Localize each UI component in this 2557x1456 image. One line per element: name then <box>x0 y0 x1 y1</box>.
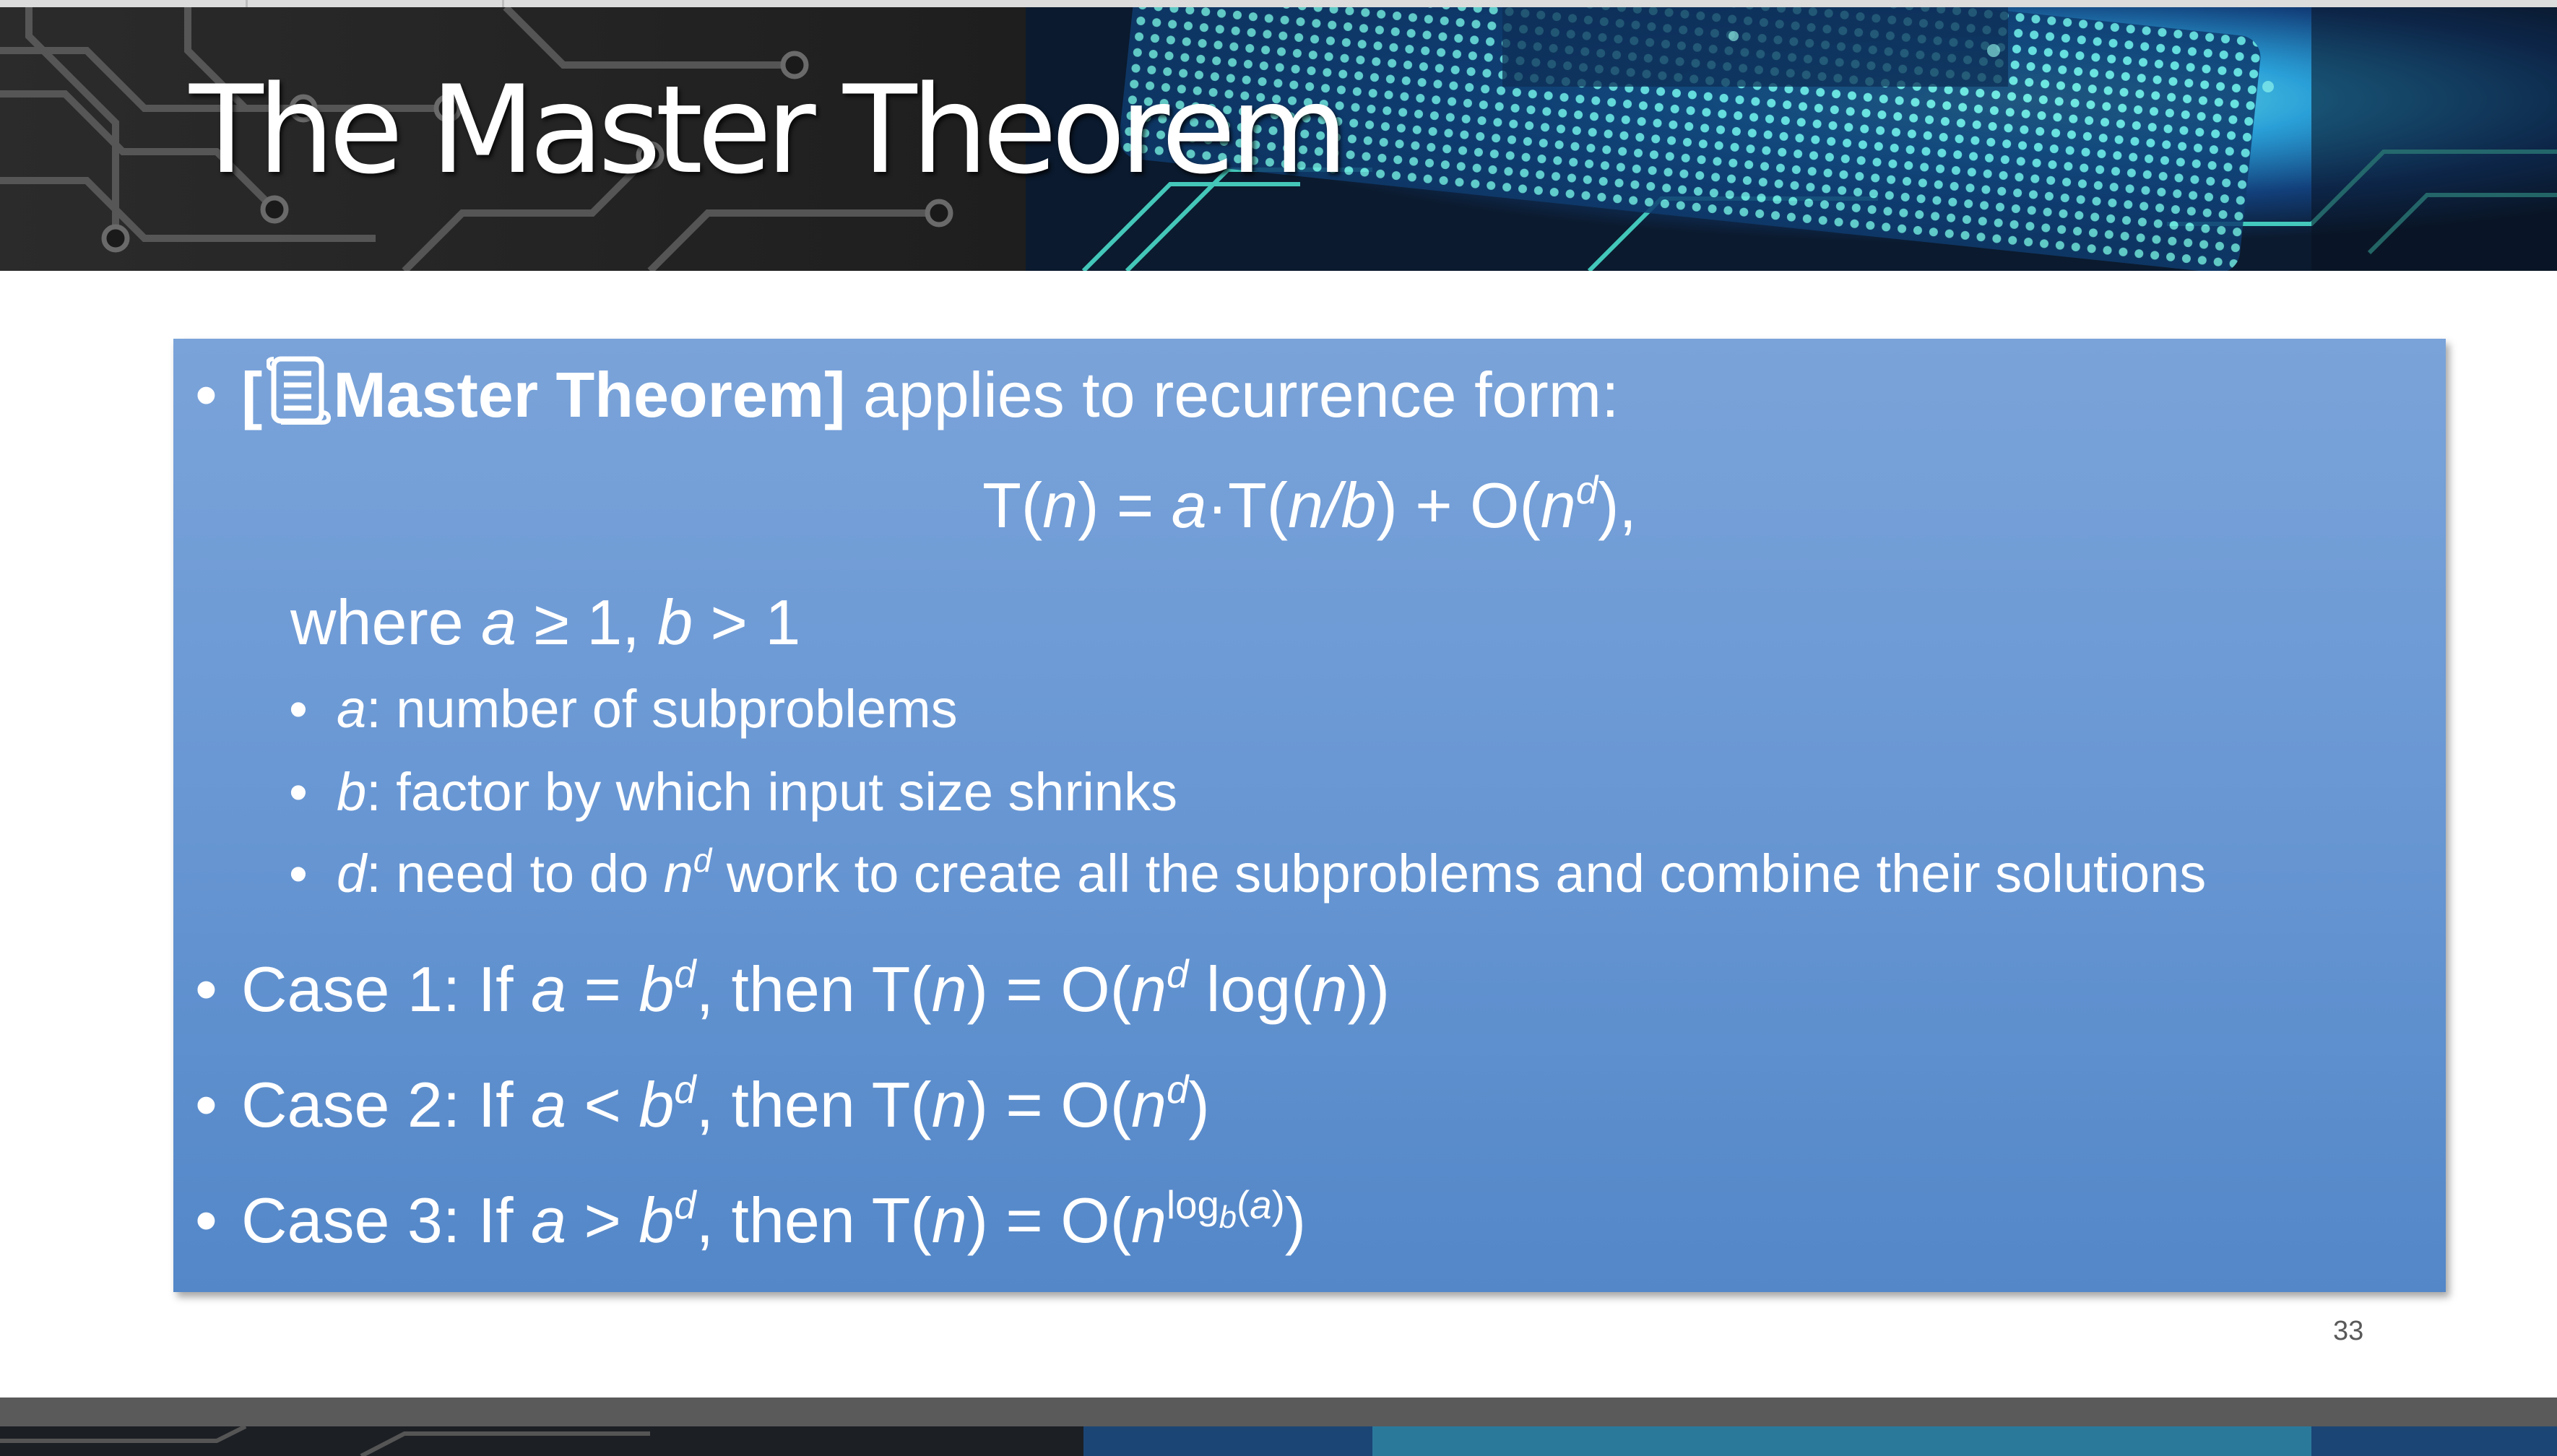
scroll-document-icon <box>267 355 332 427</box>
exponent-arg: a <box>1250 1182 1272 1227</box>
case-exponent: d <box>1166 1067 1189 1112</box>
exponent-paren: ) <box>1271 1182 1285 1227</box>
case-var: a <box>531 1184 567 1256</box>
exponent-log: log <box>1166 1182 1219 1227</box>
formula-part: / <box>1323 469 1341 541</box>
def-text: work to create all the subproblems and combine their solutions <box>711 844 2207 904</box>
circuit-board-image <box>0 1426 2557 1456</box>
case-var: b <box>639 1184 675 1256</box>
case-exponent: d <box>674 1067 696 1112</box>
recurrence-formula <box>173 469 2446 542</box>
where-var: a <box>481 586 517 658</box>
case-var: a <box>531 953 567 1025</box>
def-var: d <box>337 844 367 904</box>
case-exponent: d <box>1166 951 1189 996</box>
bullet-intro <box>195 355 1619 432</box>
case-var: n <box>1131 1184 1167 1256</box>
case-text: , then T( <box>696 1069 932 1140</box>
case-text: ) = O( <box>966 953 1132 1025</box>
window-top-edge <box>0 0 2557 7</box>
case-text: Case 1: If <box>241 953 532 1025</box>
bullet-dot: • <box>195 359 217 430</box>
case-var: n <box>931 1069 967 1140</box>
where-text: ≥ 1, <box>516 586 658 658</box>
case-exponent: d <box>674 1182 696 1227</box>
case-text: )) <box>1347 953 1390 1025</box>
def-exponent: d <box>693 841 712 880</box>
case-var: b <box>639 1069 675 1140</box>
page-number: 33 <box>2333 1316 2364 1346</box>
def-text: : need to do <box>366 844 664 904</box>
case-text: ) <box>1284 1184 1307 1256</box>
formula-part: ), <box>1598 469 1637 541</box>
content-box <box>173 339 2446 1292</box>
case-text: Case 3: If <box>241 1184 532 1256</box>
intro-rest: applies to recurrence form: <box>845 359 1619 430</box>
bullet-dot: • <box>195 1184 217 1256</box>
bullet-case-3 <box>195 1184 1306 1257</box>
case-text: ) = O( <box>966 1184 1132 1256</box>
formula-var: n <box>1042 469 1078 541</box>
bullet-dot: • <box>195 1069 217 1140</box>
exponent-paren: ( <box>1237 1182 1250 1227</box>
log-exponent <box>1166 1182 1285 1236</box>
where-var: b <box>657 586 693 658</box>
bullet-case-2 <box>195 1068 1210 1142</box>
where-text: where <box>290 586 482 658</box>
case-var: n <box>931 1184 967 1256</box>
def-text: : number of subproblems <box>366 679 958 739</box>
def-var: a <box>337 679 367 739</box>
case-text: Case 2: If <box>241 1069 532 1140</box>
case-text: , then T( <box>696 1184 932 1256</box>
sub-bullet-dot: • <box>289 762 308 822</box>
slide-title: The Master Theorem <box>189 59 1343 201</box>
definition-a <box>289 678 958 740</box>
edge-separator <box>246 0 248 7</box>
formula-part: ) = <box>1078 469 1172 541</box>
case-var: n <box>1131 953 1167 1025</box>
sub-bullet-dot: • <box>289 679 308 739</box>
bullet-case-1 <box>195 953 1390 1026</box>
case-text: , then T( <box>696 953 932 1025</box>
where-text: > 1 <box>693 586 801 658</box>
case-text: log( <box>1188 953 1312 1025</box>
edge-separator <box>502 0 504 7</box>
slide-separator-bar <box>0 1398 2557 1426</box>
case-var: a <box>531 1069 567 1140</box>
def-var: n <box>663 844 693 904</box>
formula-var: a <box>1171 469 1207 541</box>
formula-part: ) + O( <box>1376 469 1541 541</box>
formula-var: n <box>1288 469 1324 541</box>
open-bracket: [ <box>241 359 263 430</box>
formula-exponent: d <box>1575 467 1598 512</box>
where-clause <box>290 586 800 659</box>
definition-b <box>289 761 1177 823</box>
formula-var: n <box>1540 469 1576 541</box>
case-var: b <box>639 953 675 1025</box>
case-text: < <box>566 1069 639 1140</box>
master-theorem-term: Master Theorem] <box>333 359 846 430</box>
formula-var: b <box>1341 469 1377 541</box>
sub-bullet-dot: • <box>289 844 308 904</box>
def-var: b <box>337 762 367 822</box>
formula-part: ·T( <box>1206 469 1289 541</box>
exponent-log-base: b <box>1219 1200 1237 1236</box>
def-text: : factor by which input size shrinks <box>366 762 1177 822</box>
formula-part: T( <box>982 469 1043 541</box>
case-var: n <box>931 953 967 1025</box>
case-text: ) <box>1188 1069 1210 1140</box>
definition-d <box>289 843 2206 904</box>
next-slide-preview <box>0 1426 2557 1456</box>
bullet-dot: • <box>195 953 217 1025</box>
case-text: ) = O( <box>966 1069 1132 1140</box>
case-var: n <box>1131 1069 1167 1140</box>
case-text: = <box>566 953 639 1025</box>
title-banner <box>0 7 2557 271</box>
case-var: n <box>1312 953 1348 1025</box>
case-exponent: d <box>674 951 696 996</box>
case-text: > <box>566 1184 639 1256</box>
